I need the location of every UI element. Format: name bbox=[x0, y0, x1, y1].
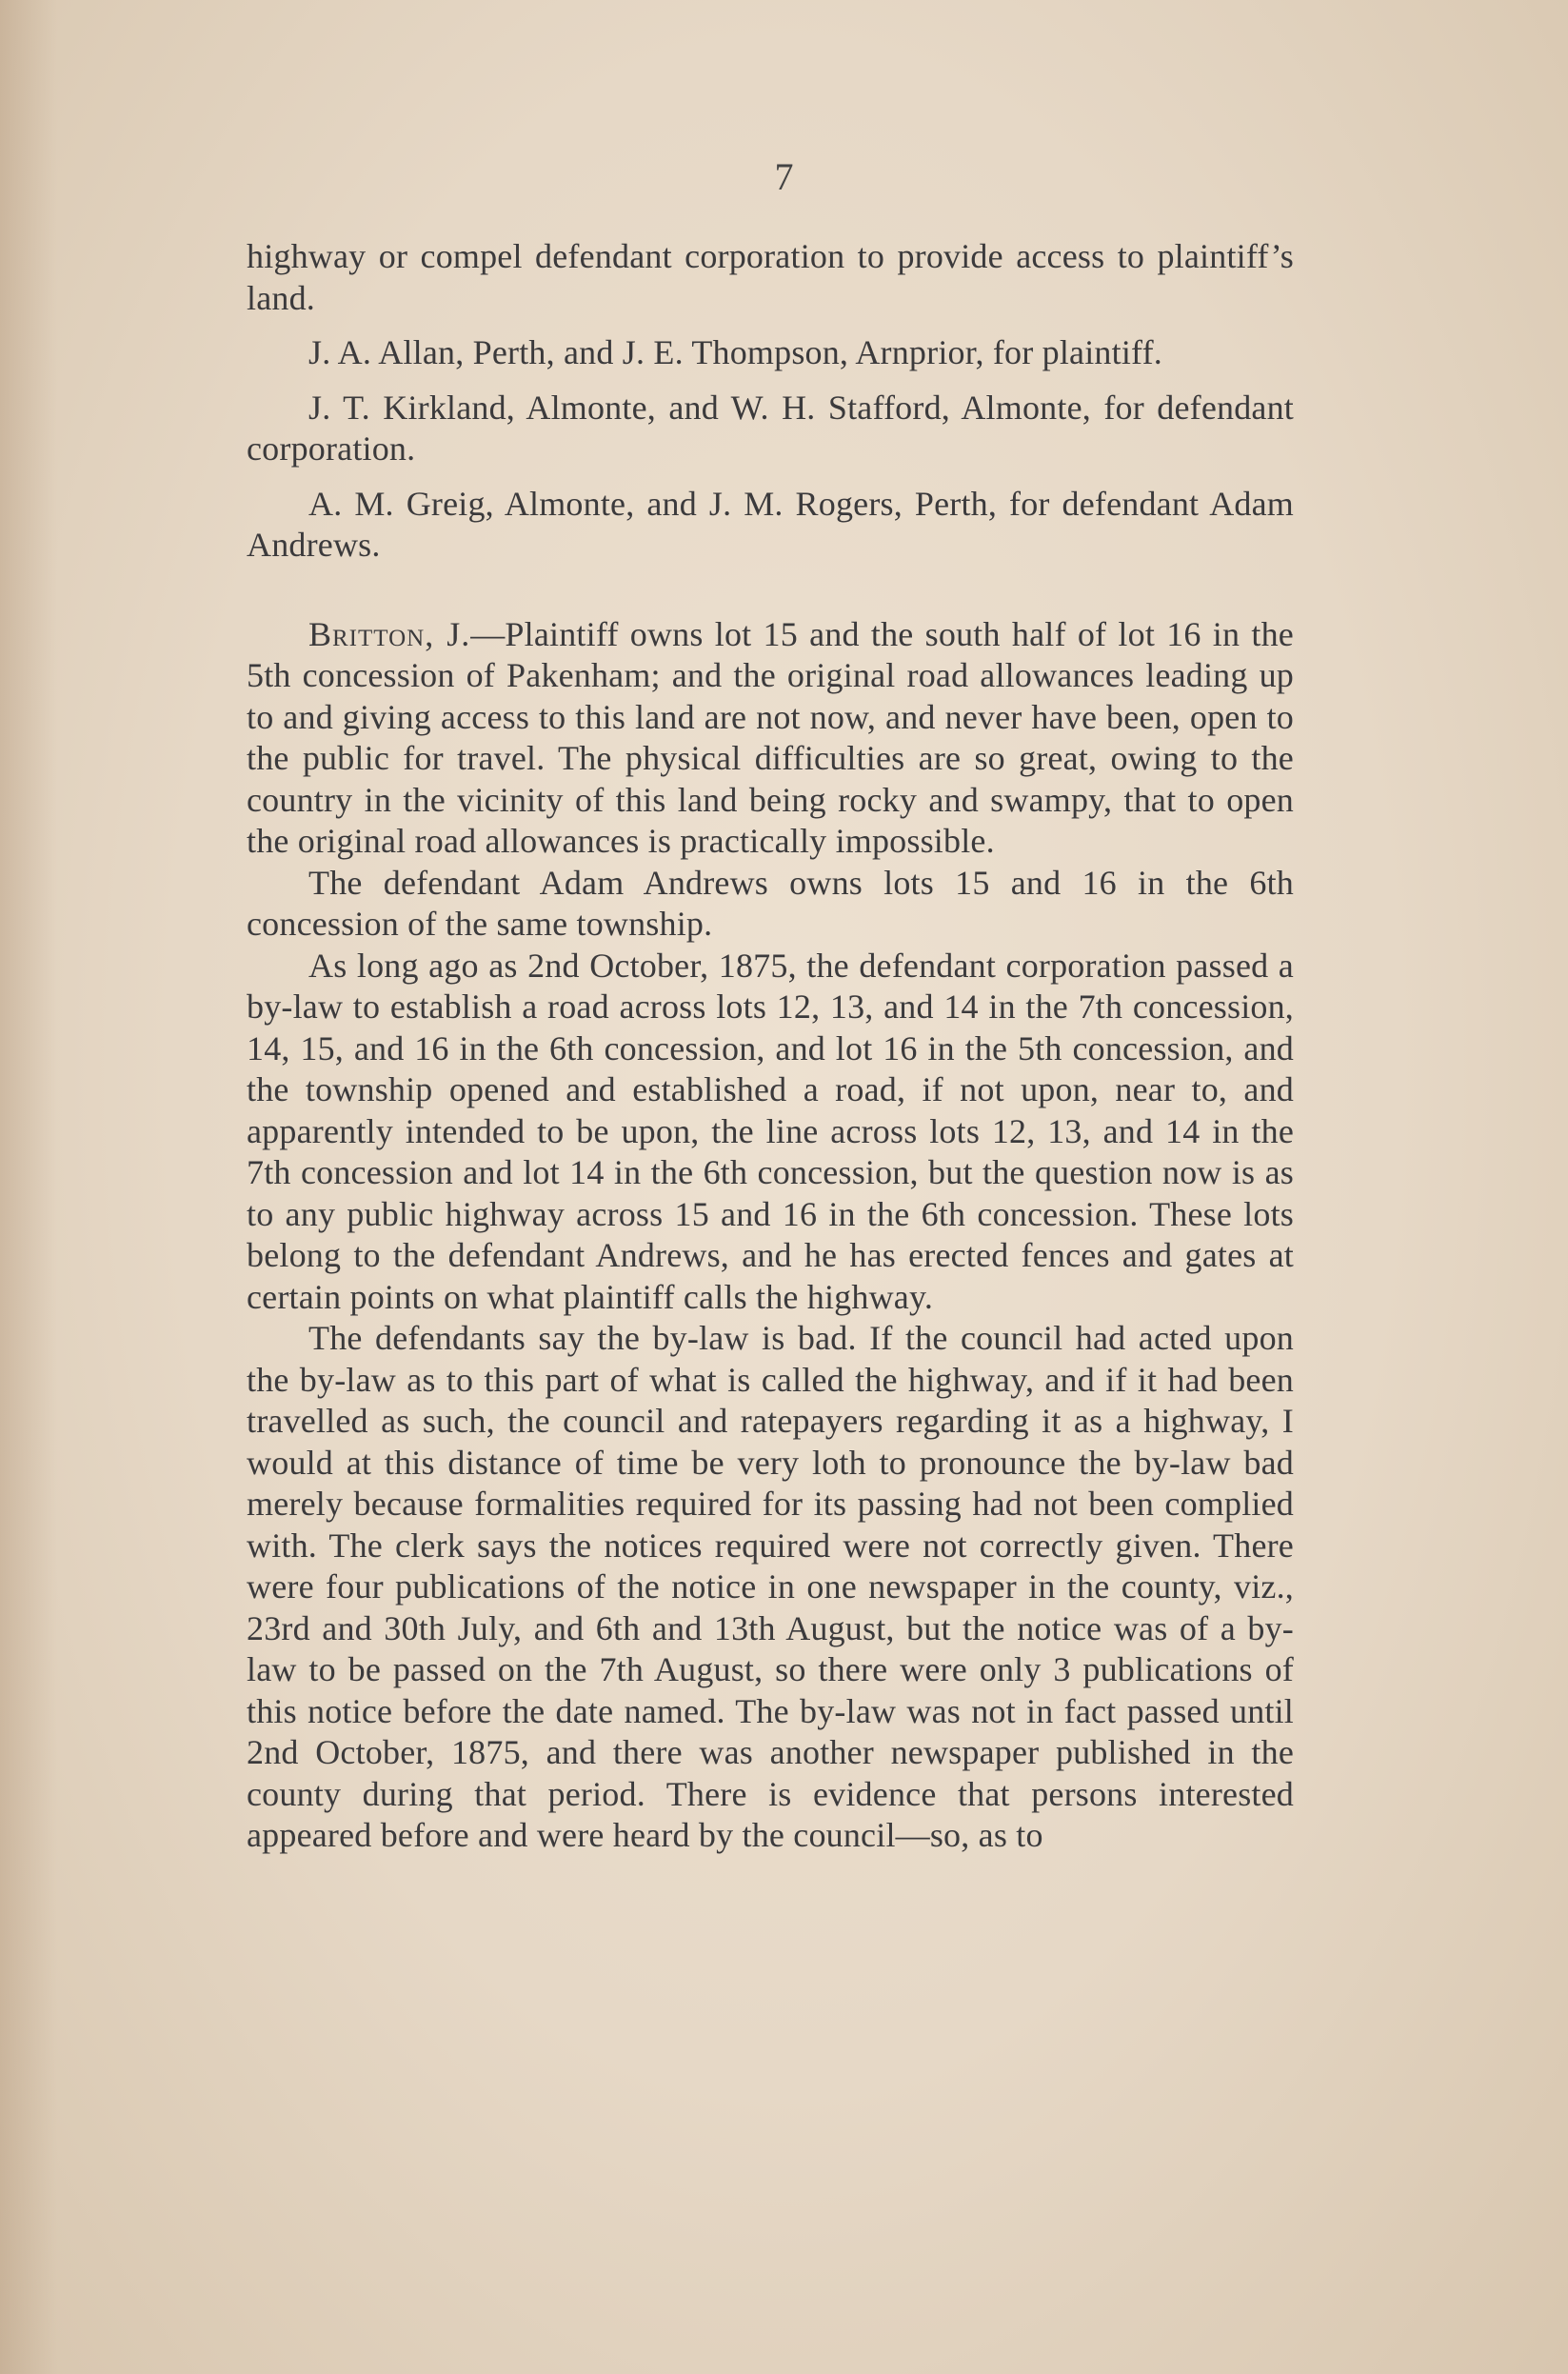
paragraph-andrews-lots: The defendant Adam Andrews owns lots 15 and 16 in the 6th concession of the same township. bbox=[247, 863, 1294, 943]
judgment-text: —Plaintiff owns lot 15 and the south half of lot 16 in the 5th concession of Pakenham; and the original road allowances leading up to and giving access to this land are not now, and never have been, open to the public for travel. The physical difficulties are so great, owing to the country in the vicinity of this land being rocky and swampy, that to open the original road allowances is practically impossible. bbox=[247, 614, 1294, 860]
paragraph-bylaw-history: As long ago as 2nd October, 1875, the defendant corporation passed a by-law to establish a road across lots 12, 13, and 14 in the 7th concession, 14, 15, and 16 in the 6th concession, and lot 16 in the 5th concession, and the township opened and established a road, if not upon, near to, and apparently intended to be upon, the line across lots 12, 13, and 14 in the 7th concession and lot 14 in the 6th concession, but the question now is as to any public highway across 15 and 16 in the 6th concession. These lots belong to the defendant Andrews, and he has erected fences and gates at certain points on what plaintiff calls the highway. bbox=[247, 946, 1294, 1316]
paragraph-counsel-andrews: A. M. Greig, Almonte, and J. M. Rogers, Perth, for defendant Adam Andrews. bbox=[247, 484, 1294, 564]
paragraph-judgment-opening bbox=[247, 614, 1294, 863]
judge-name: Britton, J. bbox=[308, 614, 471, 653]
paragraph-continuation: highway or compel defendant corporation to provide access to plaintiff’s land. bbox=[247, 237, 1294, 317]
page-number: 7 bbox=[774, 155, 794, 198]
paragraph-bylaw-validity: The defendants say the by-law is bad. If the council had acted upon the by-law as to this part of what is called the highway, and if it had been travelled as such, the council and ratepayers regarding it as a highway, I would at this distance of time be very loth to pronounce the by-law bad merely because formalities required for its passing had not been complied with. The clerk says the notices required were not correctly given. There were four publications of the notice in one newspaper in the county, viz., 23rd and 30th July, and 6th and 13th August, but the notice was of a by-law to be passed on the 7th August, so there were only 3 publications of this notice before the date named. The by-law was not in fact passed until 2nd October, 1875, and there was another newspaper published in the county during that period. There is evidence that persons interested appeared before and were heard by the council—so, as to bbox=[247, 1319, 1294, 1854]
paragraph-counsel-plaintiff: J. A. Allan, Perth, and J. E. Thompson, Arnprior, for plaintiff. bbox=[308, 333, 1162, 371]
paragraph-counsel-corporation: J. T. Kirkland, Almonte, and W. H. Stafford, Almonte, for defendant corporation. bbox=[247, 388, 1294, 468]
body-text bbox=[247, 236, 1294, 1857]
